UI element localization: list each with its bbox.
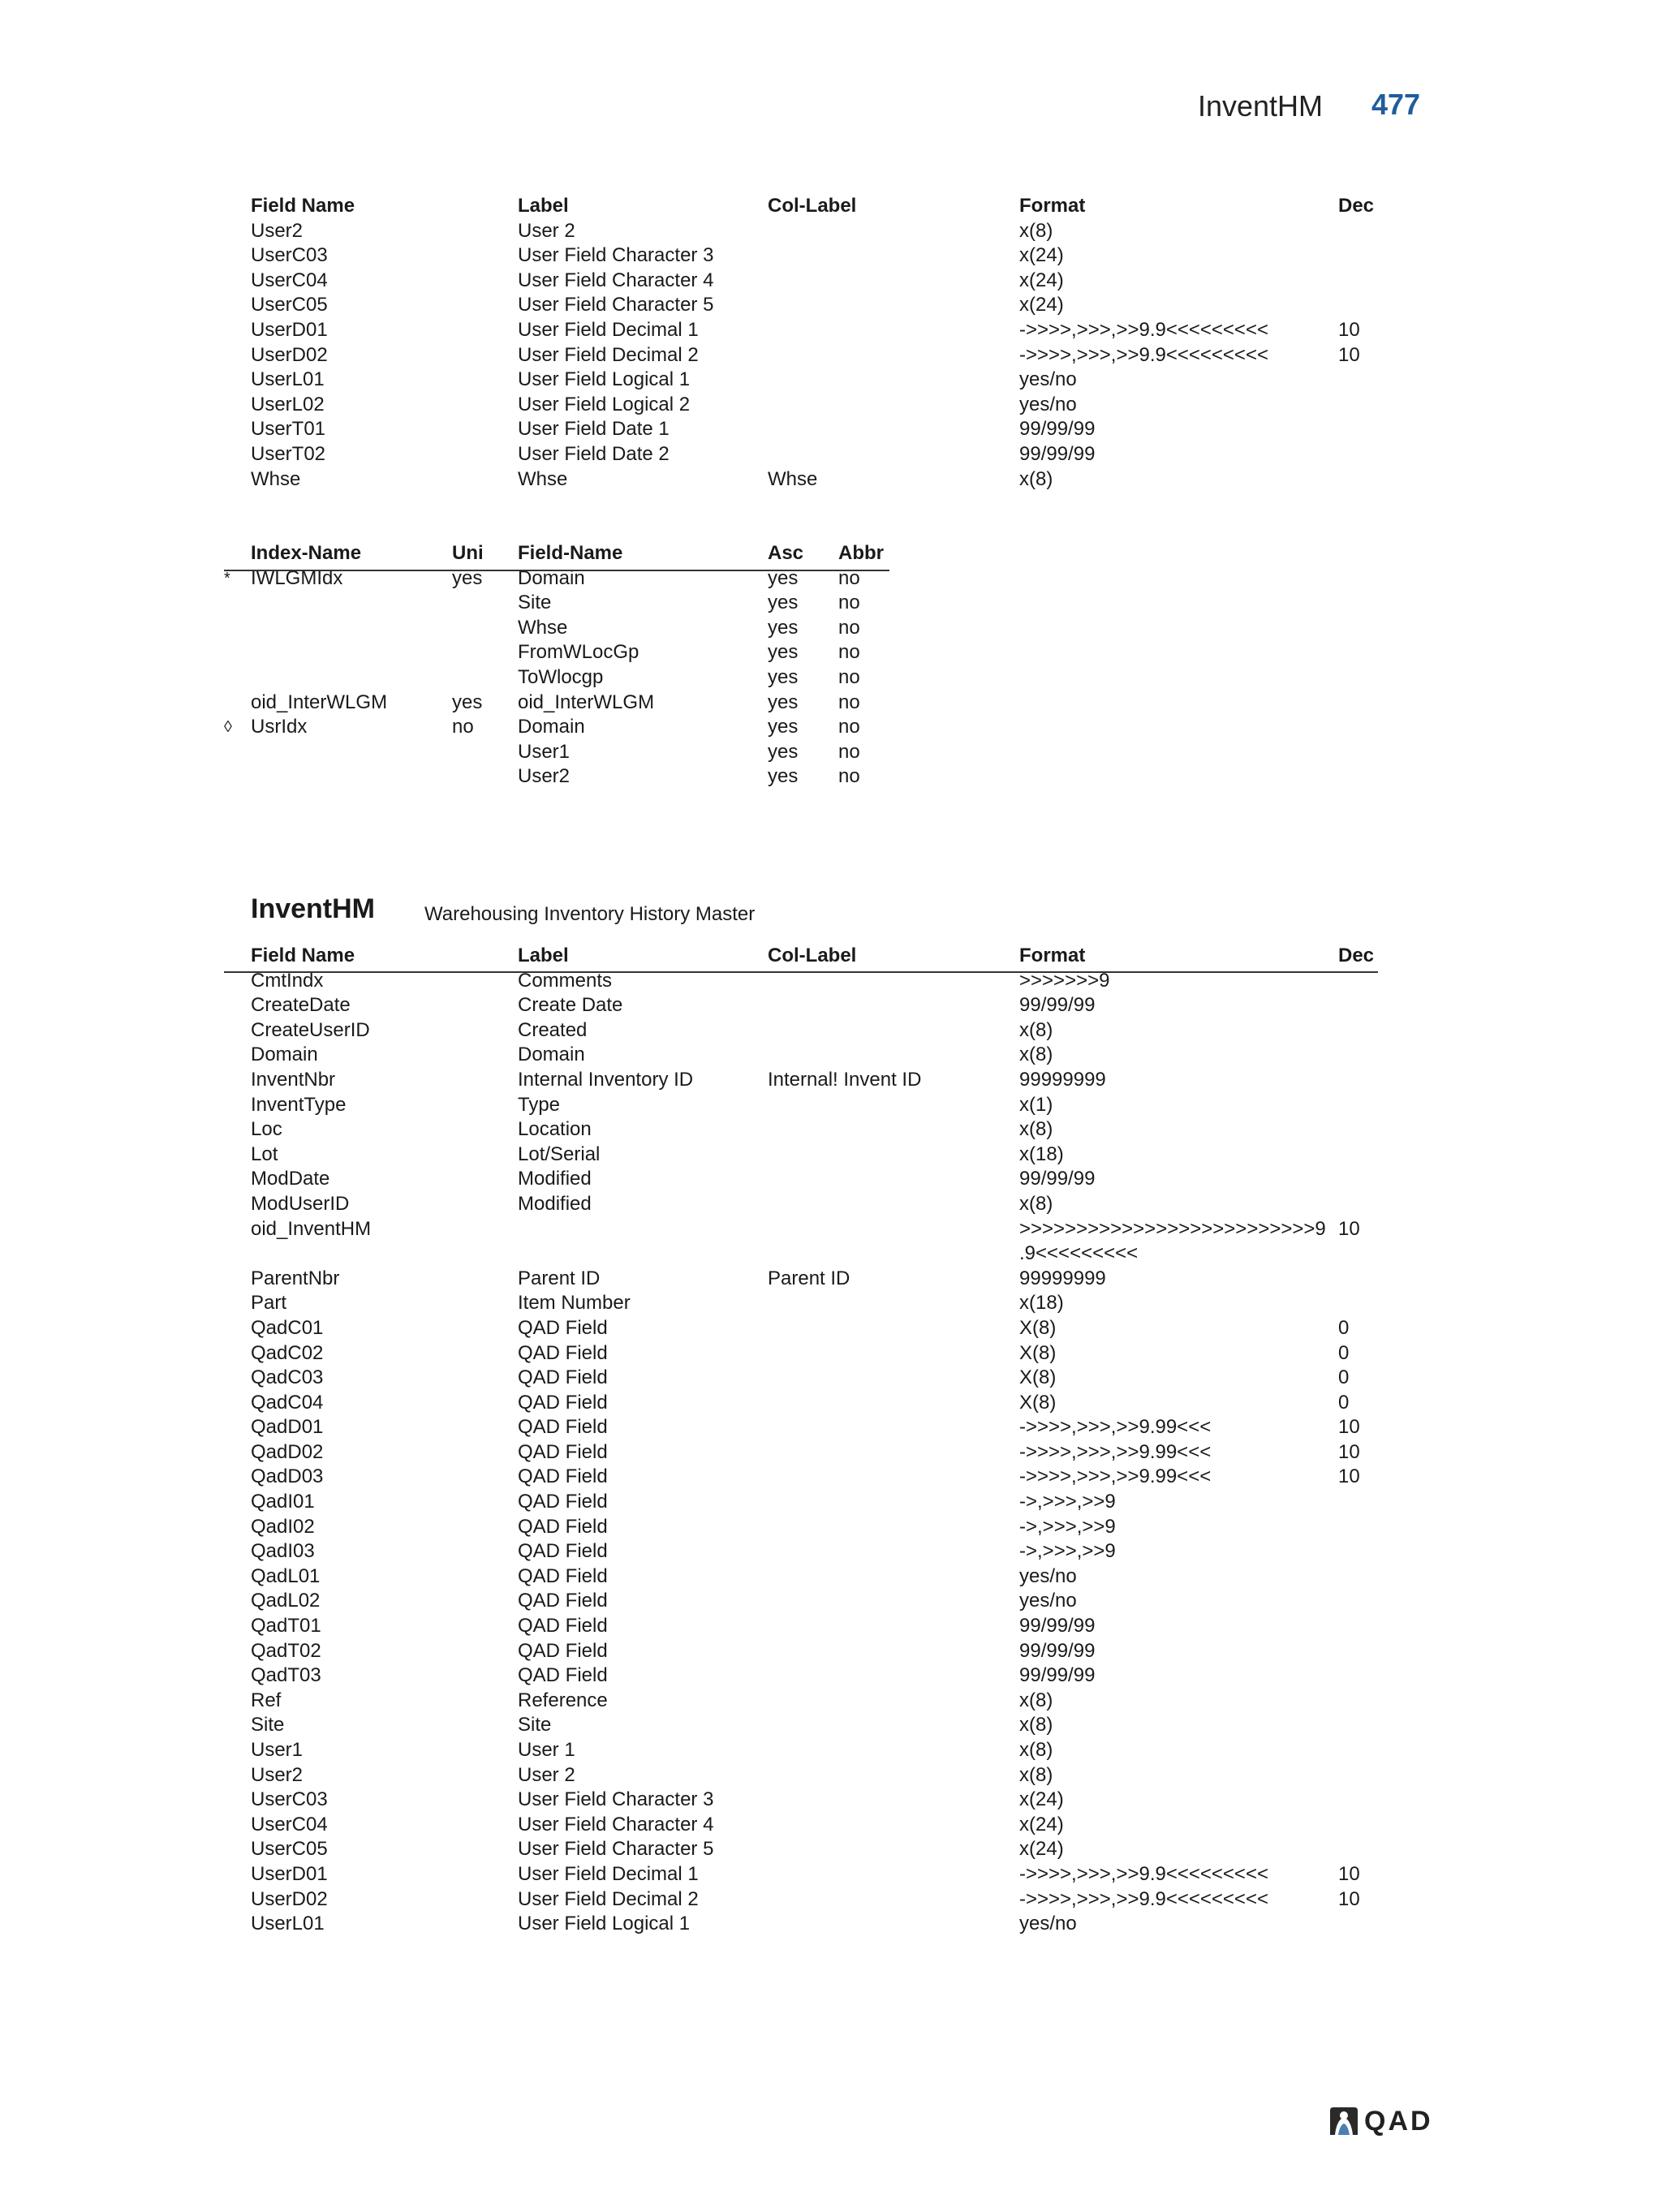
label-cell: Comments <box>518 969 613 992</box>
dec-cell: 10 <box>1338 343 1360 366</box>
field-name-cell: User2 <box>251 219 304 242</box>
index-marker-cell: ◊ <box>224 718 232 737</box>
asc-cell: yes <box>768 665 799 688</box>
format-cell: ->>>>,>>>,>>9.9<<<<<<<<< <box>1019 1887 1268 1910</box>
section-name: InventHM <box>251 893 375 924</box>
format-cell: 99/99/99 <box>1019 1664 1096 1687</box>
column-header-dec: Dec <box>1338 195 1375 217</box>
label-cell: Modified <box>518 1192 592 1215</box>
field-name-cell: Part <box>251 1292 287 1315</box>
format-cell: x(18) <box>1019 1143 1064 1165</box>
label-cell: QAD Field <box>518 1440 608 1463</box>
field-name-cell: User1 <box>251 1739 304 1761</box>
format-cell: yes/no <box>1019 1590 1077 1612</box>
column-header-asc: Asc <box>768 542 804 564</box>
field-name-cell: QadC04 <box>251 1391 324 1414</box>
format-cell: x(24) <box>1019 244 1064 267</box>
field-name-cell: Domain <box>518 566 585 589</box>
field-name-cell: UserC04 <box>251 269 328 291</box>
abbr-cell: no <box>838 740 860 763</box>
field-name-cell: UserT02 <box>251 442 326 465</box>
index-name-cell: UsrIdx <box>251 716 308 738</box>
column-header-col-label: Col-Label <box>768 945 857 966</box>
label-cell: Location <box>518 1118 592 1141</box>
field-name-cell: InventNbr <box>251 1068 336 1091</box>
field-name-cell: Site <box>251 1714 285 1736</box>
format-cell: ->>>>,>>>,>>9.99<<< <box>1019 1465 1212 1488</box>
field-name-cell: UserT01 <box>251 418 326 441</box>
label-cell: QAD Field <box>518 1615 608 1637</box>
field-name-cell: Loc <box>251 1118 282 1141</box>
label-cell: Internal Inventory ID <box>518 1068 694 1091</box>
format-cell: yes/no <box>1019 1564 1077 1587</box>
abbr-cell: no <box>838 691 860 713</box>
field-name-cell: QadD01 <box>251 1416 324 1439</box>
column-header-label: Label <box>518 945 569 966</box>
field-name-cell: ParentNbr <box>251 1267 340 1289</box>
field-name-cell: QadI02 <box>251 1515 315 1538</box>
label-cell: QAD Field <box>518 1639 608 1662</box>
label-cell: QAD Field <box>518 1465 608 1488</box>
format-cell: 99/99/99 <box>1019 1168 1096 1190</box>
col-label-cell: Parent ID <box>768 1267 850 1289</box>
format-cell: 99/99/99 <box>1019 994 1096 1017</box>
abbr-cell: no <box>838 566 860 589</box>
field-name-cell: QadT03 <box>251 1664 321 1687</box>
column-header-abbr: Abbr <box>838 542 884 564</box>
col-label-cell: Internal! Invent ID <box>768 1068 922 1091</box>
field-name-cell: UserL01 <box>251 368 325 391</box>
field-name-cell: InventType <box>251 1093 347 1116</box>
page-header <box>0 88 1662 128</box>
label-cell: QAD Field <box>518 1316 608 1339</box>
field-name-cell: QadC01 <box>251 1316 324 1339</box>
column-header-dec: Dec <box>1338 945 1375 966</box>
field-name-cell: Ref <box>251 1689 282 1711</box>
format-cell: x(8) <box>1019 1714 1053 1736</box>
field-name-cell: QadC02 <box>251 1341 324 1364</box>
field-name-cell: QadI03 <box>251 1540 315 1563</box>
format-cell: x(8) <box>1019 1118 1053 1141</box>
format-cell: x(8) <box>1019 1018 1053 1041</box>
format-cell: x(1) <box>1019 1093 1053 1116</box>
dec-cell: 10 <box>1338 318 1360 341</box>
format-cell: x(8) <box>1019 467 1053 490</box>
field-name-cell: UserD02 <box>251 343 328 366</box>
label-cell: User Field Decimal 1 <box>518 318 699 341</box>
field-name-cell: Domain <box>251 1044 318 1066</box>
asc-cell: yes <box>768 566 799 589</box>
format-cell: ->,>>>,>>9 <box>1019 1491 1116 1513</box>
field-name-cell: Site <box>518 592 552 614</box>
section-heading <box>0 893 1662 934</box>
format-cell: X(8) <box>1019 1341 1057 1364</box>
field-name-cell: UserL02 <box>251 393 325 415</box>
dec-cell: 10 <box>1338 1887 1360 1910</box>
label-cell: User Field Date 2 <box>518 442 670 465</box>
qad-logo-icon <box>1328 2106 1359 2137</box>
format-cell: x(8) <box>1019 219 1053 242</box>
column-header-field-name: Field Name <box>251 945 355 966</box>
column-header-format: Format <box>1019 945 1086 966</box>
qad-logo-text: QAD <box>1364 2105 1433 2137</box>
label-cell: User 2 <box>518 219 575 242</box>
format-cell: x(24) <box>1019 269 1064 291</box>
index-name-cell: oid_InterWLGM <box>251 691 388 713</box>
asc-cell: yes <box>768 740 799 763</box>
uni-cell: yes <box>452 566 483 589</box>
field-name-cell: CreateDate <box>251 994 351 1017</box>
column-header-field-name: Field-Name <box>518 542 623 564</box>
format-cell: X(8) <box>1019 1391 1057 1414</box>
asc-cell: yes <box>768 765 799 788</box>
label-cell: Domain <box>518 1044 585 1066</box>
abbr-cell: no <box>838 616 860 639</box>
label-cell: QAD Field <box>518 1540 608 1563</box>
label-cell: QAD Field <box>518 1341 608 1364</box>
format-cell: 99/99/99 <box>1019 442 1096 465</box>
field-name-cell: UserL01 <box>251 1913 325 1935</box>
format-cell: 99/99/99 <box>1019 418 1096 441</box>
field-name-cell: Whse <box>251 467 301 490</box>
field-name-cell: UserC03 <box>251 1788 328 1811</box>
format-cell: ->,>>>,>>9 <box>1019 1515 1116 1538</box>
field-name-cell: Domain <box>518 716 585 738</box>
label-cell: Lot/Serial <box>518 1143 601 1165</box>
field-name-cell: CmtIndx <box>251 969 324 992</box>
format-cell: x(8) <box>1019 1192 1053 1215</box>
label-cell: User Field Decimal 2 <box>518 343 699 366</box>
column-header-field-name: Field Name <box>251 195 355 217</box>
asc-cell: yes <box>768 691 799 713</box>
label-cell: Modified <box>518 1168 592 1190</box>
field-name-cell: QadI01 <box>251 1491 315 1513</box>
format-cell: ->>>>,>>>,>>9.99<<< <box>1019 1440 1212 1463</box>
format-cell: >>>>>>>>>>>>>>>>>>>>>>>>>>9 <box>1019 1217 1326 1240</box>
dec-cell: 0 <box>1338 1366 1350 1389</box>
format-cell: 99999999 <box>1019 1267 1106 1289</box>
field-name-cell: QadL02 <box>251 1590 321 1612</box>
field-name-cell: QadT02 <box>251 1639 321 1662</box>
dec-cell: 10 <box>1338 1465 1360 1488</box>
format-cell: x(8) <box>1019 1044 1053 1066</box>
label-cell: User Field Character 5 <box>518 294 714 316</box>
abbr-cell: no <box>838 592 860 614</box>
format-cell: x(24) <box>1019 1813 1064 1835</box>
label-cell: User Field Logical 1 <box>518 1913 691 1935</box>
format-cell: ->,>>>,>>9 <box>1019 1540 1116 1563</box>
field-name-cell: ToWlocgp <box>518 665 604 688</box>
format-cell: yes/no <box>1019 1913 1077 1935</box>
field-name-cell: UserC03 <box>251 244 328 267</box>
format-cell: 99/99/99 <box>1019 1615 1096 1637</box>
field-name-cell: CreateUserID <box>251 1018 370 1041</box>
format-cell: X(8) <box>1019 1316 1057 1339</box>
label-cell: QAD Field <box>518 1416 608 1439</box>
field-name-cell: QadC03 <box>251 1366 324 1389</box>
dec-cell: 0 <box>1338 1316 1350 1339</box>
format-cell: x(8) <box>1019 1689 1053 1711</box>
section-description: Warehousing Inventory History Master <box>424 903 756 925</box>
field-name-cell: UserD02 <box>251 1887 328 1910</box>
format-cell: x(18) <box>1019 1292 1064 1315</box>
col-label-cell: Whse <box>768 467 818 490</box>
uni-cell: no <box>452 716 474 738</box>
label-cell: QAD Field <box>518 1391 608 1414</box>
field-name-cell: User2 <box>518 765 571 788</box>
label-cell: Whse <box>518 467 568 490</box>
format-cell: x(8) <box>1019 1739 1053 1761</box>
label-cell: Site <box>518 1714 552 1736</box>
asc-cell: yes <box>768 716 799 738</box>
field-name-cell: User1 <box>518 740 571 763</box>
field-name-cell: UserC05 <box>251 294 328 316</box>
column-header-index-name: Index-Name <box>251 542 362 564</box>
label-cell: QAD Field <box>518 1664 608 1687</box>
abbr-cell: no <box>838 641 860 664</box>
index-table-rule <box>224 570 889 571</box>
label-cell: Type <box>518 1093 561 1116</box>
dec-cell: 10 <box>1338 1416 1360 1439</box>
abbr-cell: no <box>838 716 860 738</box>
format-cell: x(24) <box>1019 1838 1064 1861</box>
running-title: InventHM <box>1197 89 1323 123</box>
field-name-cell: QadT01 <box>251 1615 321 1637</box>
field-name-cell: UserD01 <box>251 1862 328 1885</box>
format-cell: ->>>>,>>>,>>9.99<<< <box>1019 1416 1212 1439</box>
asc-cell: yes <box>768 616 799 639</box>
abbr-cell: no <box>838 765 860 788</box>
label-cell: QAD Field <box>518 1590 608 1612</box>
field-name-cell: UserC04 <box>251 1813 328 1835</box>
format-cell: 99999999 <box>1019 1068 1106 1091</box>
dec-cell: 10 <box>1338 1440 1360 1463</box>
uni-cell: yes <box>452 691 483 713</box>
column-header-uni: Uni <box>452 542 484 564</box>
field-name-cell: Lot <box>251 1143 278 1165</box>
format-cell: ->>>>,>>>,>>9.9<<<<<<<<< <box>1019 318 1268 341</box>
label-cell: QAD Field <box>518 1366 608 1389</box>
format-cell: .9<<<<<<<<< <box>1019 1242 1139 1265</box>
field-name-cell: Whse <box>518 616 568 639</box>
field-name-cell: UserD01 <box>251 318 328 341</box>
format-cell: ->>>>,>>>,>>9.9<<<<<<<<< <box>1019 343 1268 366</box>
abbr-cell: no <box>838 665 860 688</box>
label-cell: User Field Character 5 <box>518 1838 714 1861</box>
dec-cell: 10 <box>1338 1217 1360 1240</box>
label-cell: Parent ID <box>518 1267 601 1289</box>
field-name-cell: QadD02 <box>251 1440 324 1463</box>
format-cell: x(8) <box>1019 1763 1053 1786</box>
format-cell: ->>>>,>>>,>>9.9<<<<<<<<< <box>1019 1862 1268 1885</box>
label-cell: User Field Character 3 <box>518 244 714 267</box>
format-cell: X(8) <box>1019 1366 1057 1389</box>
field-name-cell: User2 <box>251 1763 304 1786</box>
page-number: 477 <box>1371 88 1421 121</box>
dec-cell: 0 <box>1338 1341 1350 1364</box>
format-cell: >>>>>>>9 <box>1019 969 1110 992</box>
index-name-cell: IWLGMIdx <box>251 566 343 589</box>
label-cell: User 1 <box>518 1739 575 1761</box>
label-cell: QAD Field <box>518 1491 608 1513</box>
label-cell: User Field Character 4 <box>518 269 714 291</box>
label-cell: User Field Character 3 <box>518 1788 714 1811</box>
qad-logo <box>1328 2105 1433 2137</box>
label-cell: QAD Field <box>518 1515 608 1538</box>
column-header-col-label: Col-Label <box>768 195 857 217</box>
field-name-cell: FromWLocGp <box>518 641 639 664</box>
label-cell: User Field Character 4 <box>518 1813 714 1835</box>
field-table-rule <box>224 971 1378 973</box>
label-cell: Item Number <box>518 1292 631 1315</box>
format-cell: x(24) <box>1019 294 1064 316</box>
label-cell: User Field Decimal 1 <box>518 1862 699 1885</box>
column-header-label: Label <box>518 195 569 217</box>
format-cell: yes/no <box>1019 393 1077 415</box>
format-cell: yes/no <box>1019 368 1077 391</box>
label-cell: Reference <box>518 1689 608 1711</box>
label-cell: Created <box>518 1018 588 1041</box>
field-name-cell: QadD03 <box>251 1465 324 1488</box>
label-cell: QAD Field <box>518 1564 608 1587</box>
asc-cell: yes <box>768 641 799 664</box>
dec-cell: 10 <box>1338 1862 1360 1885</box>
label-cell: User Field Logical 2 <box>518 393 691 415</box>
field-name-cell: ModUserID <box>251 1192 350 1215</box>
label-cell: User Field Decimal 2 <box>518 1887 699 1910</box>
label-cell: User Field Logical 1 <box>518 368 691 391</box>
column-header-format: Format <box>1019 195 1086 217</box>
index-marker-cell: * <box>224 569 230 587</box>
label-cell: User Field Date 1 <box>518 418 670 441</box>
field-name-cell: oid_InterWLGM <box>518 691 655 713</box>
format-cell: x(24) <box>1019 1788 1064 1811</box>
dec-cell: 0 <box>1338 1391 1350 1414</box>
field-name-cell: ModDate <box>251 1168 330 1190</box>
label-cell: Create Date <box>518 994 623 1017</box>
field-name-cell: oid_InventHM <box>251 1217 372 1240</box>
asc-cell: yes <box>768 592 799 614</box>
format-cell: 99/99/99 <box>1019 1639 1096 1662</box>
label-cell: User 2 <box>518 1763 575 1786</box>
field-name-cell: UserC05 <box>251 1838 328 1861</box>
field-name-cell: QadL01 <box>251 1564 321 1587</box>
